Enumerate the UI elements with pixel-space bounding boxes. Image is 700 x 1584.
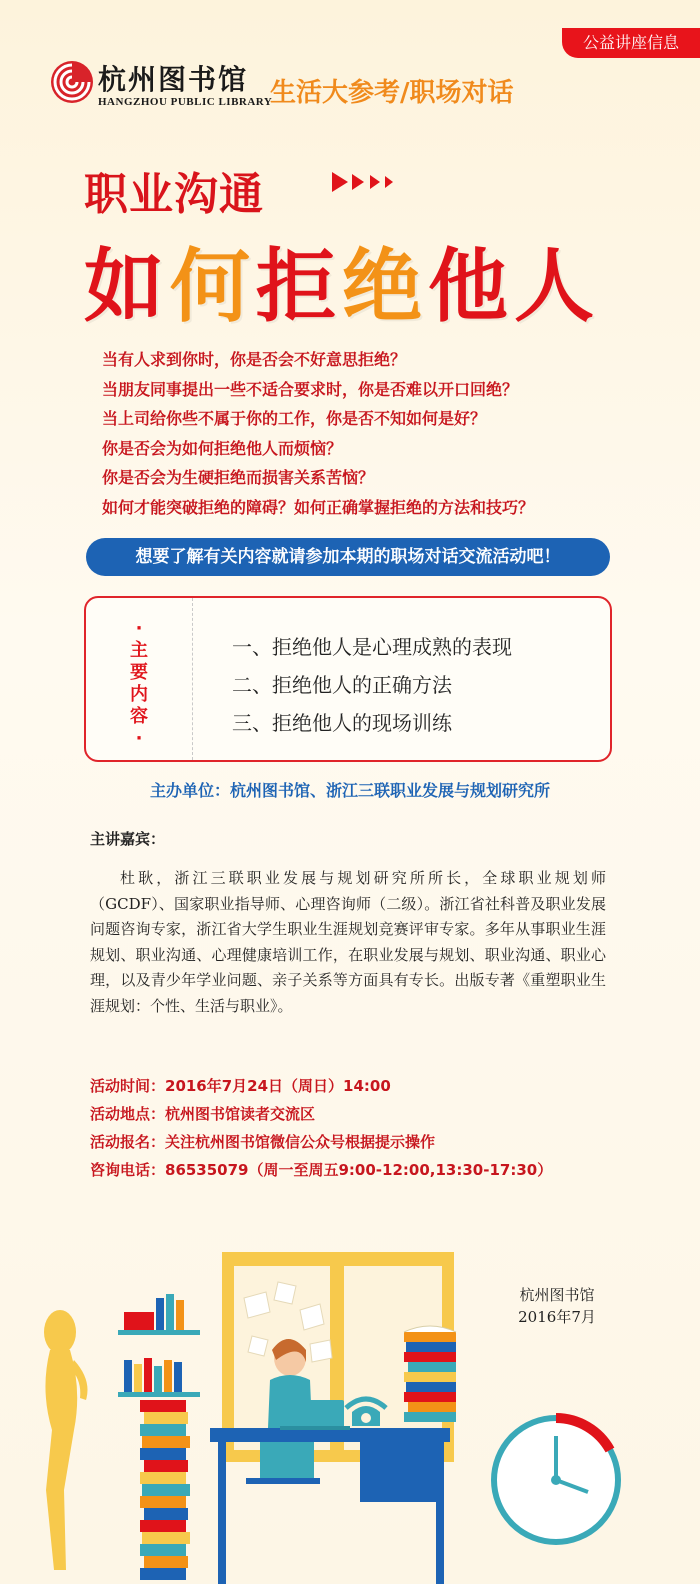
main-title-char: 如 (84, 240, 170, 333)
question-item: 当有人求到你时，你是否会不好意思拒绝？ (102, 350, 407, 369)
library-name: 杭州图书馆 (98, 63, 249, 96)
label-char: 内 (130, 684, 148, 705)
main-title-char: 他 (428, 240, 514, 333)
question-item: 当朋友同事提出一些不适合要求时，你是否难以开口回绝？ (102, 379, 519, 399)
speaker-bio: 杜耿，浙江三联职业发展与规划研究所所长，全球职业规划师（GCDF）、国家职业指导师、心理咨询师（二级）。浙江省社科普及职业发展问题咨询专家，浙江省大学生职业生涯规划竞赛评审专家。多年从事职业生涯规划、职业沟通、心理健康培训工作，在职业发展与规划、职业沟通、职业心理，以及青少年学业问题、亲子关系等方面具有专长。出版专著《重塑职业生涯规划：个性、生活与职业》。 (90, 869, 606, 1015)
label-char: 要 (130, 662, 148, 683)
label-char: · (135, 728, 143, 749)
sign-date: 2016年7月 (518, 1308, 596, 1326)
label-char: 容 (130, 706, 148, 727)
main-title-char: 人 (514, 240, 600, 333)
question-item: 你是否会为生硬拒绝而损害关系苦恼？ (102, 468, 375, 488)
series-title: 生活大参考/职场对话 (270, 78, 514, 108)
speaker-label: 主讲嘉宾： (90, 830, 166, 848)
question-item: 你是否会为如何拒绝他人而烦恼？ (102, 438, 343, 458)
clock-icon (494, 1418, 618, 1542)
main-content-box (84, 596, 612, 762)
bookshelf-icon (118, 1294, 200, 1397)
event-place: 活动地点：杭州图书馆读者交流区 (90, 1105, 316, 1123)
library-name-english: HANGZHOU PUBLIC LIBRARY (98, 96, 273, 108)
main-title (84, 222, 600, 337)
label-char: 主 (130, 640, 148, 661)
content-item: 三、拒绝他人的现场训练 (232, 711, 452, 735)
question-list (102, 345, 662, 523)
content-item: 二、拒绝他人的正确方法 (232, 673, 452, 697)
organizer: 主办单位：杭州图书馆、浙江三联职业发展与规划研究所 (149, 781, 550, 800)
label-char: · (135, 618, 143, 639)
sign-org: 杭州图书馆 (519, 1286, 595, 1304)
question-item: 当上司给你些不属于你的工作，你是否不知如何是好？ (102, 409, 487, 429)
main-title-char: 何 (170, 240, 256, 333)
question-item: 如何才能突破拒绝的障碍？如何正确掌握拒绝的方法和技巧？ (102, 497, 535, 517)
book-stack-right-icon (404, 1326, 456, 1422)
library-logo-icon (50, 60, 94, 104)
main-content-label (86, 598, 193, 760)
content-item: 一、拒绝他人是心理成熟的表现 (232, 635, 512, 659)
main-title-char: 绝 (342, 240, 428, 333)
event-signup: 活动报名：关注杭州图书馆微信公众号根据提示操作 (90, 1133, 436, 1151)
arrows-icon (330, 166, 410, 198)
event-time: 活动时间：2016年7月24日（周日）14:00 (90, 1077, 391, 1095)
laptop-icon (280, 1400, 350, 1430)
event-info (90, 1072, 552, 1184)
title-subject: 职业沟通 (84, 169, 264, 220)
office-illustration (0, 1240, 700, 1584)
main-title-char: 拒 (256, 240, 342, 333)
cta-banner: 想要了解有关内容就请参加本期的职场对话交流活动吧！ (86, 538, 610, 576)
corner-tag: 公益讲座信息 (562, 28, 700, 58)
event-phone: 咨询电话：86535079（周一至周五9:00-12:00,13:30-17:30） (90, 1161, 553, 1179)
book-stack-icon (140, 1400, 190, 1580)
woman-silhouette-icon (44, 1310, 88, 1570)
